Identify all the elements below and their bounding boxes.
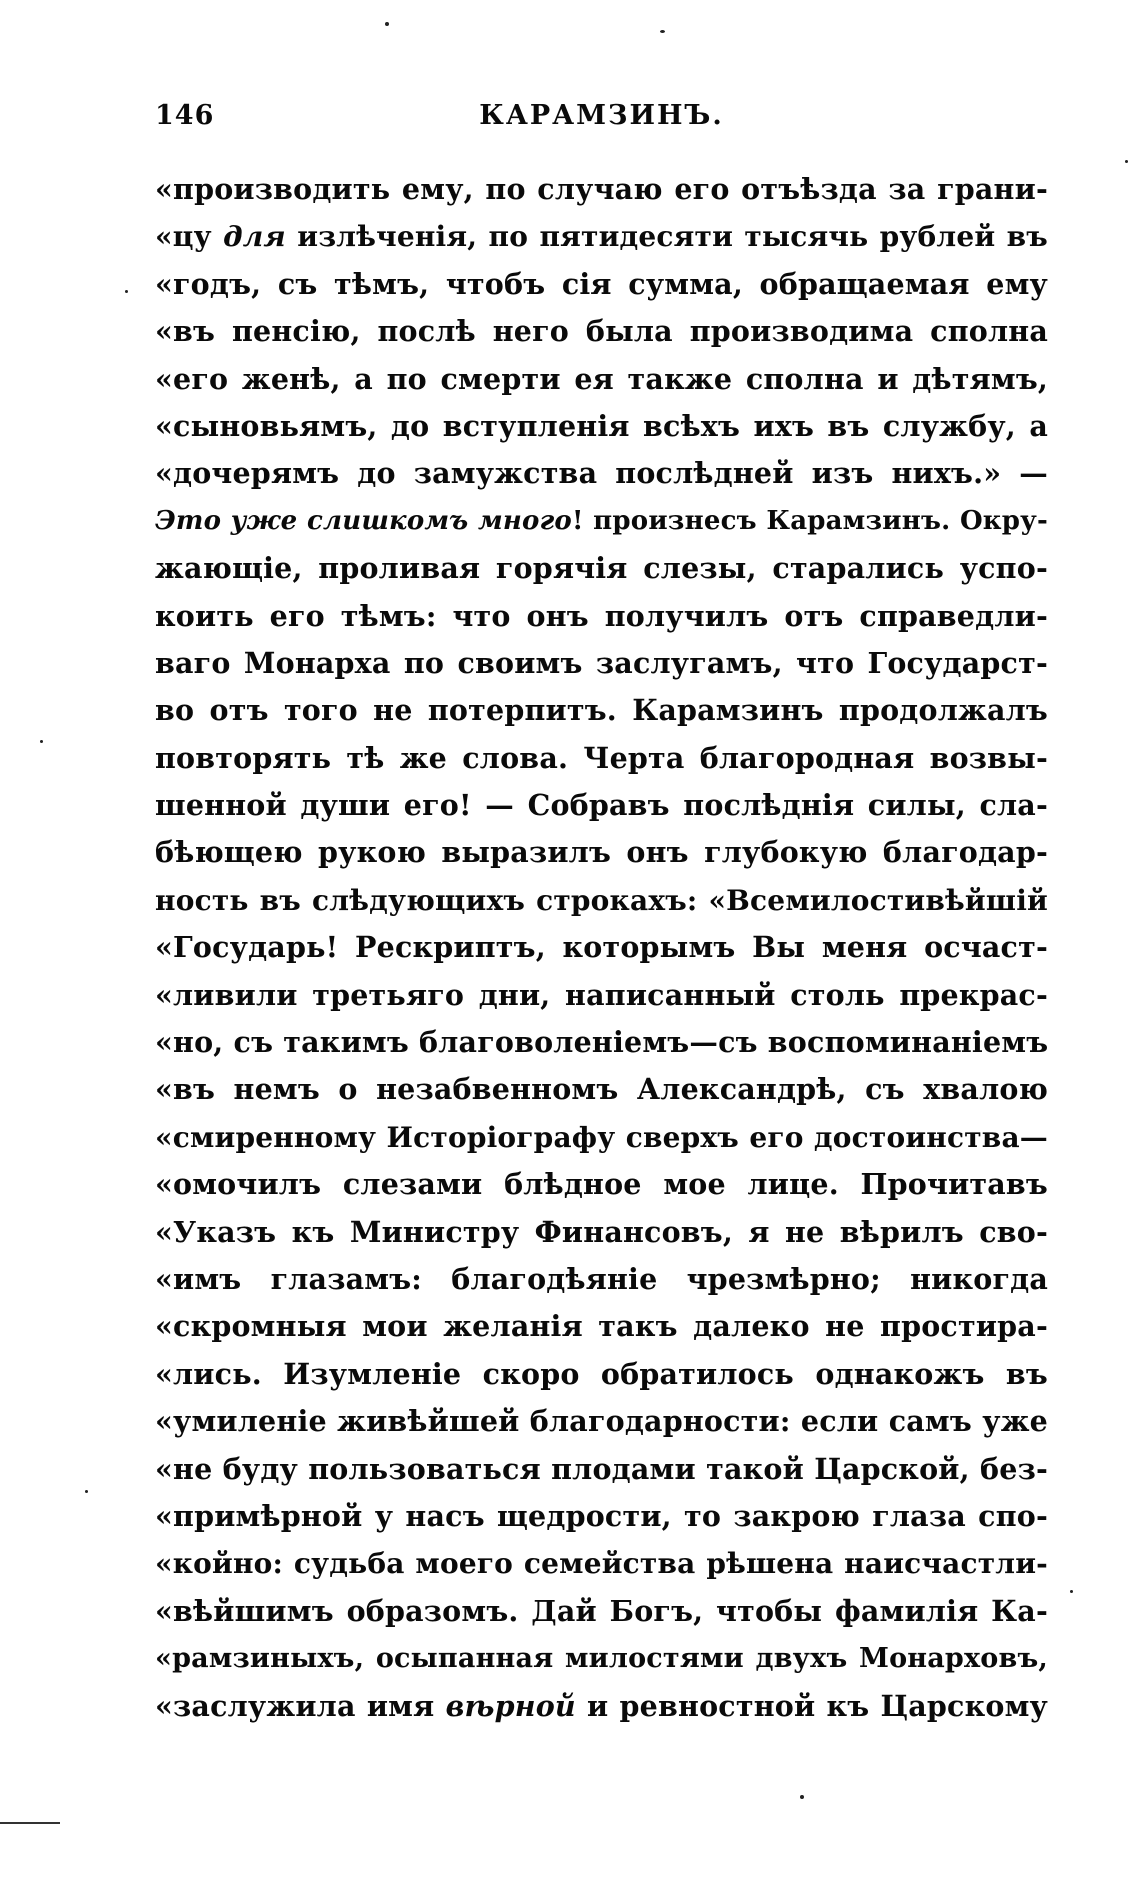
text-line (155, 972, 1048, 1019)
text-segment: «дочерямъ до замужства послѣдней изъ нихъ.» — (155, 456, 1048, 491)
text-segment: ваго Монарха по своимъ заслугамъ, что Государст- (155, 645, 1048, 680)
text-segment: «умиленіе живѣйшей благодарности: если самъ уже (155, 1404, 1048, 1439)
text-line (155, 877, 1048, 924)
text-segment: «примѣрной у насъ щедрости, то закрою глаза спо- (155, 1498, 1048, 1533)
scan-speck (85, 1490, 88, 1493)
text-segment: во отъ того не потерпитъ. Карамзинъ продолжалъ (155, 693, 1048, 728)
scan-edge-mark (0, 1822, 60, 1824)
text-line (155, 1303, 1048, 1350)
text-segment: «годъ, съ тѣмъ, чтобъ сія сумма, обращаемая ему (155, 266, 1048, 301)
scan-speck (660, 30, 665, 33)
text-segment: «въ немъ о незабвенномъ Александрѣ, съ хвалою (155, 1072, 1048, 1107)
scan-speck (385, 22, 389, 26)
text-segment: «не буду пользоваться плодами такой Царской, без- (155, 1451, 1048, 1486)
text-line (155, 213, 1048, 260)
text-segment: ! произнесъ Карамзинъ. Окру- (571, 505, 1048, 536)
scan-speck (1125, 160, 1128, 163)
text-segment: «омочилъ слезами блѣдное мое лице. Прочитавъ (155, 1167, 1048, 1202)
text-segment: шенной души его! — Собравъ послѣднія силы, сла- (155, 788, 1048, 823)
page-header (155, 100, 1048, 140)
text-segment: «койно: судьба моего семейства рѣшена наисчастли- (155, 1547, 1048, 1581)
text-segment: «смиренному Исторіографу сверхъ его достоинства— (155, 1120, 1048, 1154)
text-segment: «въ пенсію, послѣ него была производима сполна (155, 314, 1048, 349)
text-line (155, 735, 1048, 782)
text-line (155, 1114, 1048, 1161)
text-segment: «цу (155, 220, 224, 254)
text-line (155, 1209, 1048, 1256)
text-segment: и ревностной къ Царскому (575, 1688, 1048, 1723)
text-line (155, 1066, 1048, 1113)
text-line (155, 1540, 1048, 1587)
text-line (155, 1588, 1048, 1635)
page-number: 146 (155, 100, 215, 131)
text-line (155, 640, 1048, 687)
text-line (155, 687, 1048, 734)
scan-speck (40, 740, 43, 743)
text-line (155, 593, 1048, 640)
text-segment: «ливили третьяго дни, написанный столь прекрас- (155, 977, 1048, 1012)
text-segment: «его женѣ, а по смерти ея также сполна и дѣтямъ, (155, 361, 1048, 396)
running-head: КАРАМЗИНЪ. (479, 100, 724, 131)
text-line (155, 1256, 1048, 1303)
text-line (155, 545, 1048, 592)
text-line (155, 1019, 1048, 1066)
text-segment: «рамзиныхъ, осыпанная милостями двухъ Монарховъ, (155, 1643, 1048, 1675)
italic-text: вѣрной (445, 1688, 576, 1723)
text-line (155, 1635, 1048, 1682)
text-segment: бѣющею рукою выразилъ онъ глубокую благодар- (155, 835, 1048, 870)
text-line (155, 924, 1048, 971)
text-line (155, 1161, 1048, 1208)
italic-text: для (223, 220, 286, 254)
text-line (155, 403, 1048, 450)
text-segment: «производить ему, по случаю его отъѣзда за грани- (155, 172, 1048, 206)
text-line (155, 1398, 1048, 1445)
text-line (155, 356, 1048, 403)
scan-speck (1070, 1590, 1073, 1593)
text-segment: излѣченія, по пятидесяти тысячь рублей въ (285, 220, 1048, 254)
text-segment: «скромныя мои желанія такъ далеко не простира- (155, 1309, 1048, 1344)
text-segment: «лись. Изумленіе скоро обратилось однакожъ въ (155, 1356, 1048, 1391)
scan-speck (125, 290, 128, 293)
text-segment: коить его тѣмъ: что онъ получилъ отъ справедли- (155, 598, 1048, 633)
scan-speck (800, 1795, 804, 1799)
text-segment: повторять тѣ же слова. Черта благородная возвы- (155, 740, 1048, 775)
text-segment: «имъ глазамъ: благодѣяніе чрезмѣрно; никогда (155, 1261, 1048, 1296)
text-line (155, 261, 1048, 308)
text-segment: «Государь! Рескриптъ, которымъ Вы меня осчаст- (155, 930, 1048, 965)
italic-text: Это уже слишкомъ много (155, 505, 572, 536)
text-line (155, 1351, 1048, 1398)
text-line (155, 450, 1048, 497)
text-line (155, 1493, 1048, 1540)
text-line (155, 498, 1048, 545)
text-line (155, 308, 1048, 355)
text-segment: ность въ слѣдующихъ строкахъ: «Всемилостивѣйшій (155, 883, 1048, 917)
text-segment: «Указъ къ Министру Финансовъ, я не вѣрилъ сво- (155, 1214, 1048, 1249)
text-segment: «сыновьямъ, до вступленія всѣхъ ихъ въ службу, а (155, 408, 1048, 443)
text-segment: «но, съ такимъ благоволеніемъ—съ воспоминаніемъ (155, 1025, 1049, 1060)
text-segment: «заслужила имя (155, 1688, 446, 1723)
text-line (155, 782, 1048, 829)
body-text (155, 166, 1048, 1730)
text-segment: «вѣйшимъ образомъ. Дай Богъ, чтобы фамилія Ка- (155, 1593, 1048, 1628)
text-line (155, 829, 1048, 876)
text-line (155, 1446, 1048, 1493)
text-segment: жающіе, проливая горячія слезы, старались успо- (155, 551, 1048, 586)
text-line (155, 166, 1048, 213)
text-line (155, 1683, 1048, 1730)
